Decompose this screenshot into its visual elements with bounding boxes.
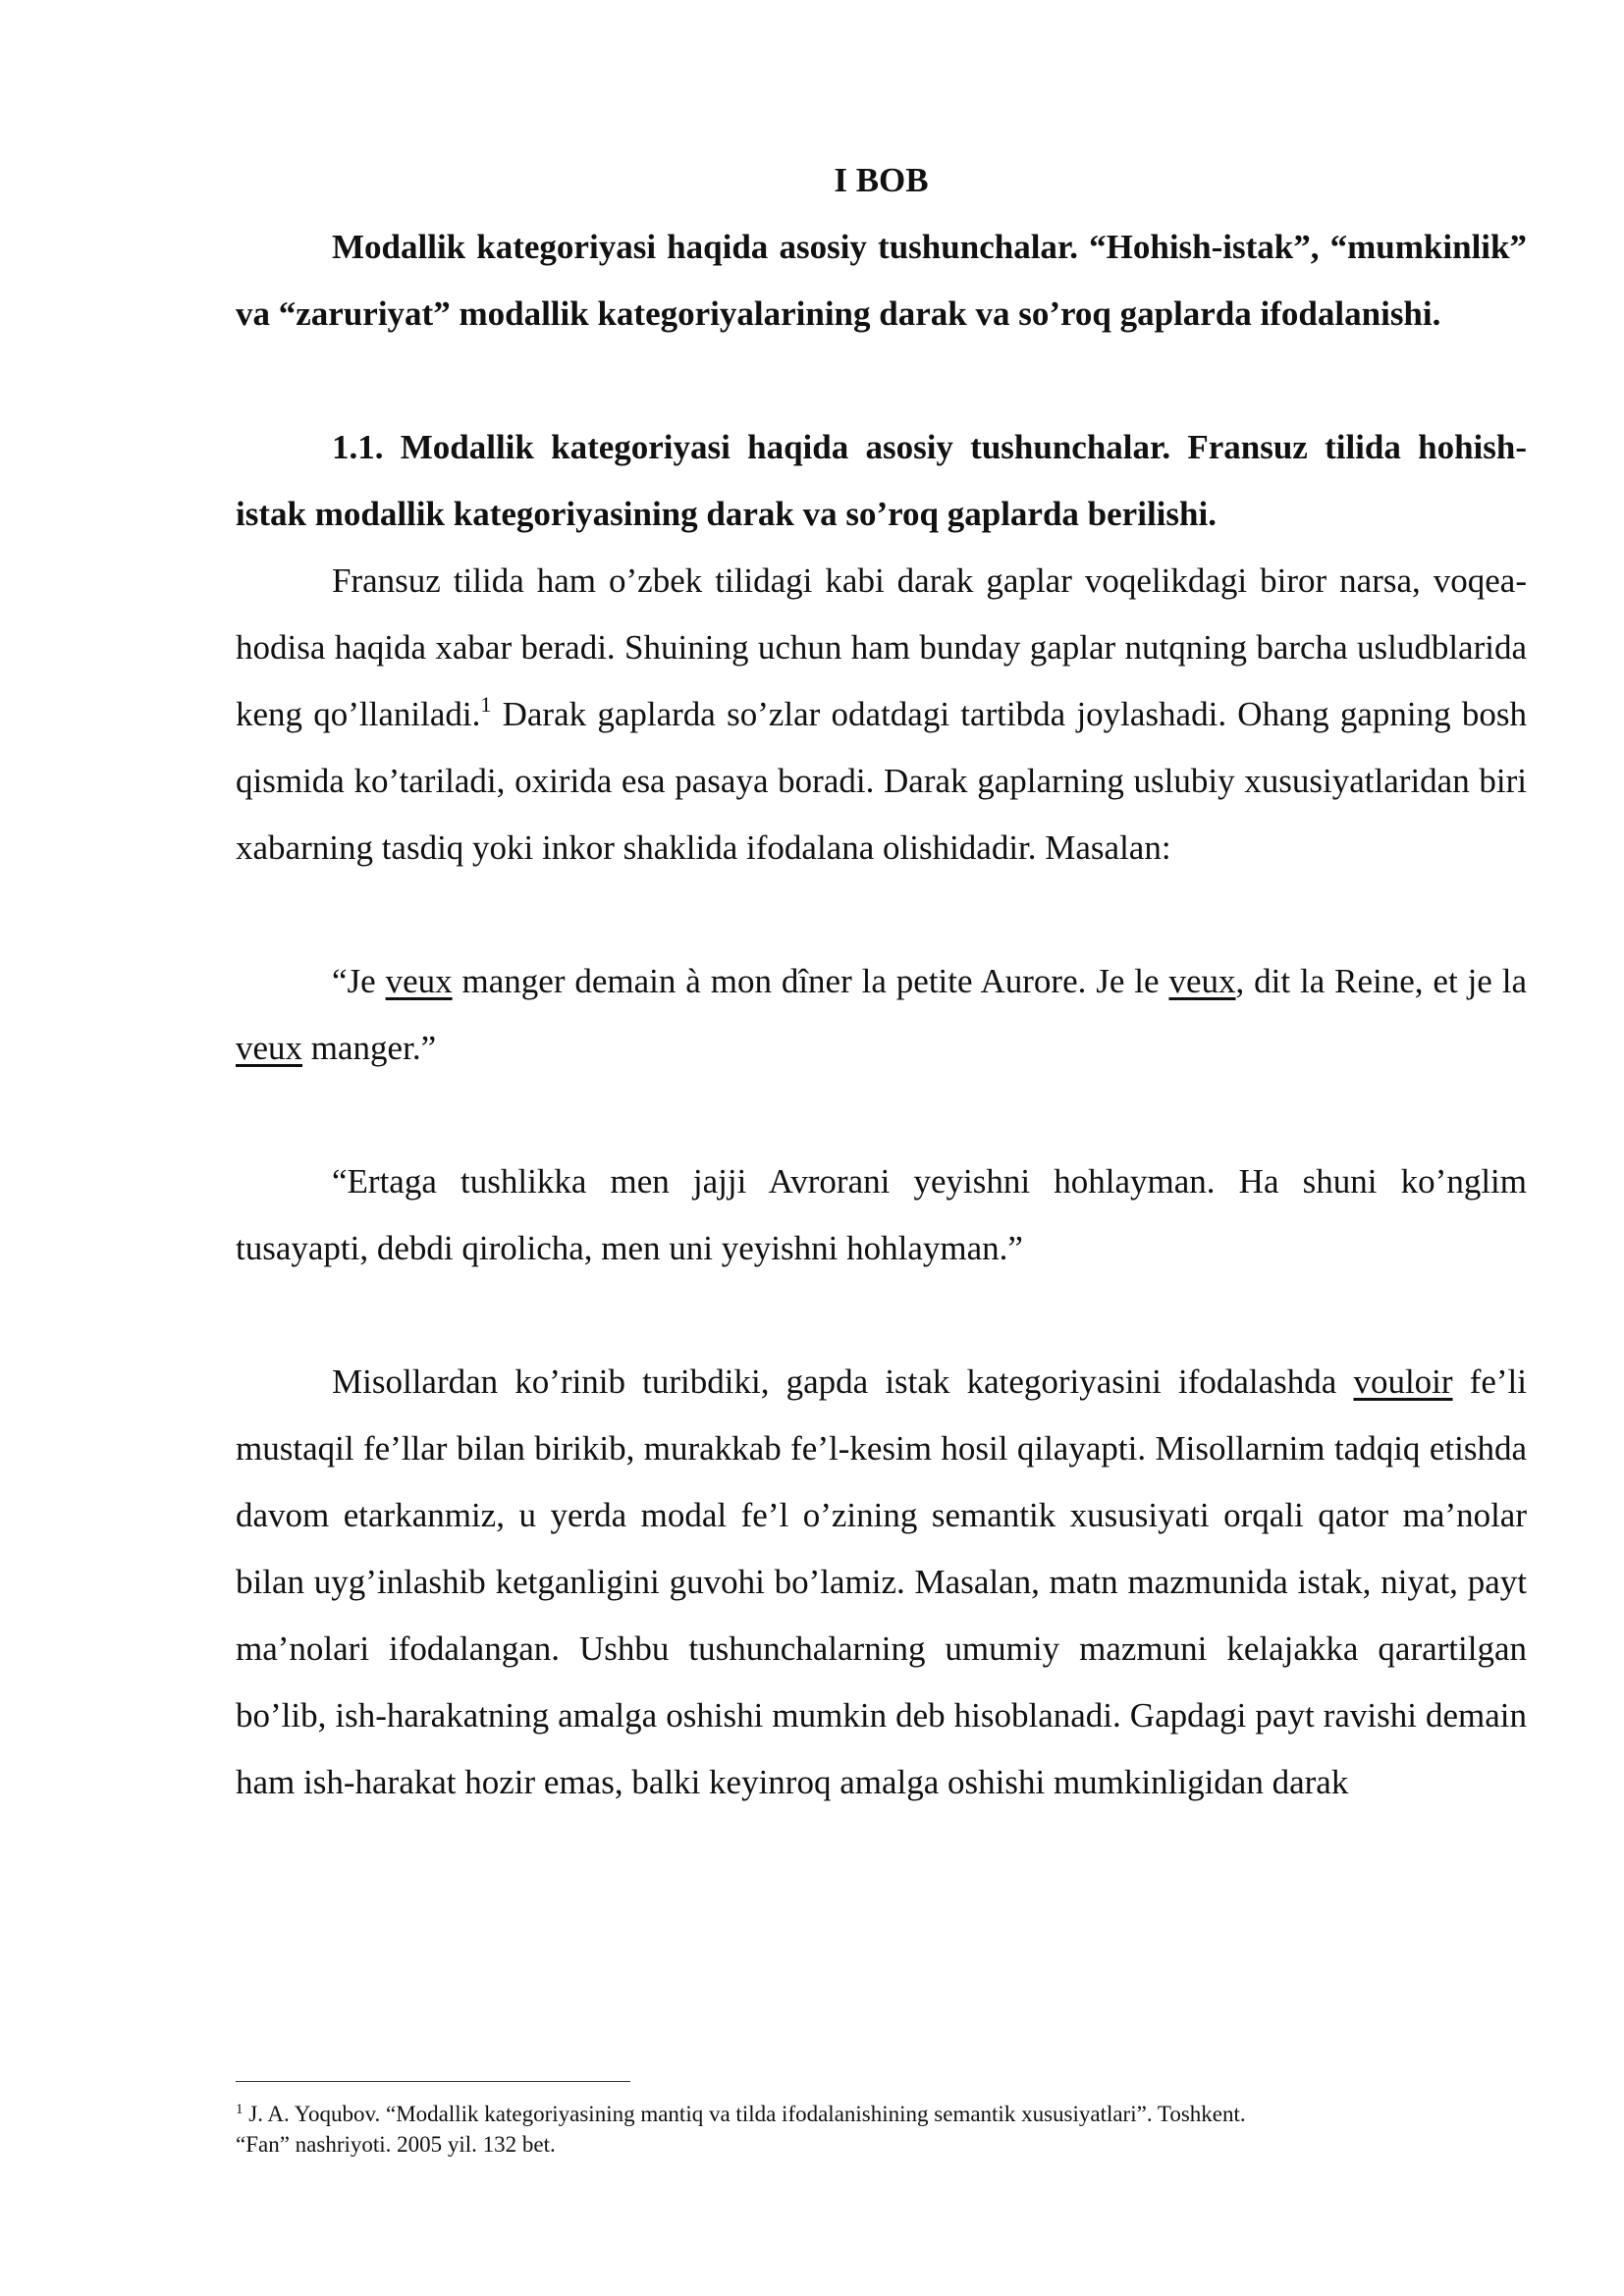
- footnote-line-2: “Fan” nashriyoti. 2005 yil. 132 bet.: [236, 2132, 556, 2157]
- paragraph-intro-a: Fransuz tilida ham o’zbek tilidagi kabi darak gaplar voqelikdagi biror narsa, voqea-hodisa haqida xabar beradi. Shuining uchun ham bunday gaplar nutqning barcha usludblarida keng qo’llaniladi.: [236, 561, 1527, 733]
- footnote-separator: [236, 2081, 630, 2082]
- quote-text: “Je: [332, 962, 386, 1000]
- chapter-heading: I BOB: [834, 161, 929, 199]
- quote-text: manger demain à mon dîner la petite Aurore. Je le: [452, 962, 1169, 1000]
- uzbek-translation-quote: “Ertaga tushlikka men jajji Avrorani yeyishni hohlayman. Ha shuni ko’nglim tusayapti, debdi qirolicha, men uni yeyishni hohlayman.”: [236, 1162, 1527, 1267]
- footnote-text: J. A. Yoqubov. “Modallik kategoriyasining mantiq va tilda ifodalanishining semantik xususiyatlari”. Toshkent.: [243, 2102, 1246, 2126]
- footnote: [236, 2099, 1527, 2160]
- paragraph-analysis-a: Misollardan ko’rinib turibdiki, gapda istak kategoriyasini ifodalashda: [332, 1362, 1354, 1401]
- chapter-title: Modallik kategoriyasi haqida asosiy tushunchalar. “Hohish-istak”, “mumkinlik” va “zaruriyat” modallik kategoriyalarining darak va so’roq gaplarda ifodalanishi.: [236, 228, 1527, 333]
- footnote-line-1: [236, 2099, 1527, 2129]
- paragraph-analysis: [236, 1349, 1527, 1816]
- body-text: [236, 214, 1527, 1816]
- quote-text: , dit la Reine, et je la: [1235, 962, 1527, 1000]
- paragraph-intro-b: Darak gaplarda so’zlar odatdagi tartibda joylashadi. Ohang gapning bosh qismida ko’tariladi, oxirida esa pasaya boradi. Darak gaplarning uslubiy xususiyatlaridan biri xabarning tasdiq yoki inkor shaklida ifodalana olishidadir. Masalan:: [236, 695, 1527, 867]
- underlined-word: veux: [236, 1029, 303, 1067]
- section-title: 1.1. Modallik kategoriyasi haqida asosiy tushunchalar. Fransuz tilida hohish-istak modallik kategoriyasining darak va so’roq gaplarda berilishi.: [236, 428, 1527, 533]
- underlined-word: veux: [1168, 962, 1236, 1000]
- quote-text: manger.”: [302, 1029, 437, 1067]
- footnote-mark: 1: [236, 2102, 244, 2117]
- underlined-word: veux: [385, 962, 453, 1000]
- footnote-ref: 1: [480, 692, 492, 717]
- paragraph-intro: [236, 548, 1527, 881]
- french-example-quote: [236, 948, 1527, 1082]
- underlined-word: vouloir: [1353, 1362, 1453, 1401]
- paragraph-analysis-b: fe’li mustaqil fe’llar bilan birikib, murakkab fe’l-kesim hosil qilayapti. Misollarnim tadqiq etishda davom etarkanmiz, u yerda modal fe’l o’zining semantik xususiyati orqali qator ma’nolar bilan uyg’inlashib ketganligini guvohi bo’lamiz. Masalan, matn mazmunida istak, niyat, payt ma’nolari ifodalangan. Ushbu tushunchalarning umumiy mazmuni kelajakka qarartilgan bo’lib, ish-harakatning amalga oshishi mumkin deb hisoblanadi. Gapdagi payt ravishi demain ham ish-harakat hozir emas, balki keyinroq amalga oshishi mumkinligidan darak: [236, 1362, 1527, 1801]
